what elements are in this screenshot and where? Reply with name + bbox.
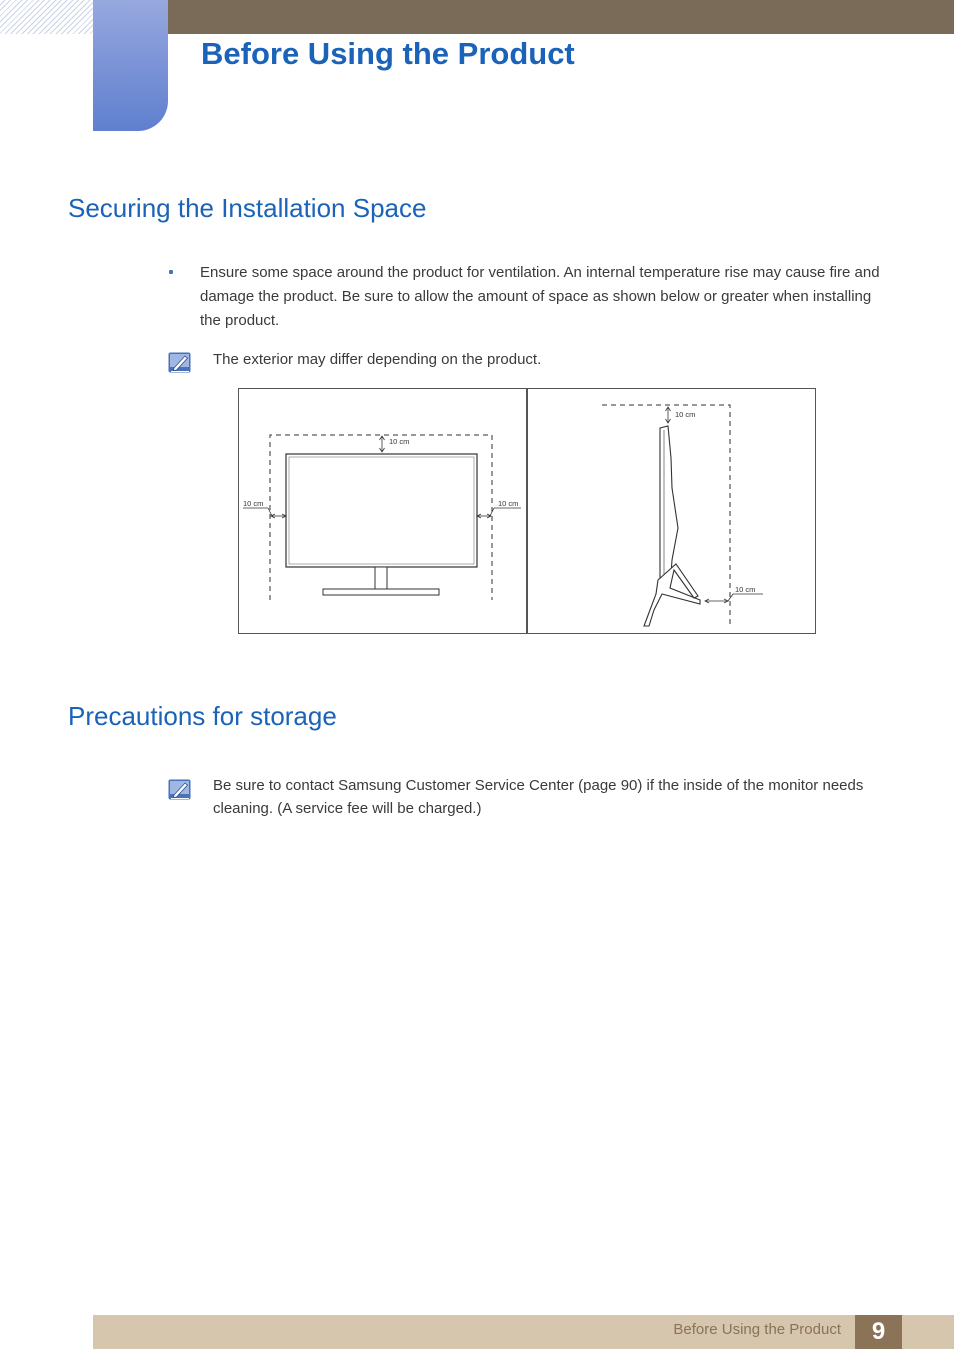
header-bar	[168, 0, 954, 34]
page-number: 9	[855, 1315, 902, 1349]
service-center-note: Be sure to contact Samsung Customer Service Center (page 90) if the inside of the monitor needs cleaning. (A service fee will be charged.)	[213, 777, 864, 817]
exterior-note: The exterior may differ depending on the product.	[213, 351, 542, 368]
section-title-installation-space: Securing the Installation Space	[68, 193, 427, 223]
side-top-clearance-label: 10 cm	[675, 410, 696, 419]
front-left-clearance-label: 10 cm	[243, 499, 264, 508]
side-back-clearance-label: 10 cm	[735, 585, 756, 594]
ventilation-paragraph: Ensure some space around the product for ventilation. An internal temperature rise may cause fire and damage the product. Be sure to allow the amount of space as shown below or greater when installing the product.	[200, 264, 880, 329]
header-hatch-decoration	[0, 0, 93, 34]
front-top-clearance-label: 10 cm	[389, 437, 410, 446]
front-right-clearance-label: 10 cm	[498, 499, 519, 508]
note-pencil-icon	[168, 779, 192, 801]
footer-chapter-label: Before Using the Product	[673, 1321, 841, 1338]
chapter-title: Before Using the Product	[201, 36, 575, 71]
section-title-precautions-storage: Precautions for storage	[68, 701, 337, 731]
chapter-tab	[93, 0, 168, 131]
bullet-marker	[169, 270, 173, 274]
installation-space-figure	[238, 388, 816, 640]
note-pencil-icon	[168, 352, 192, 374]
